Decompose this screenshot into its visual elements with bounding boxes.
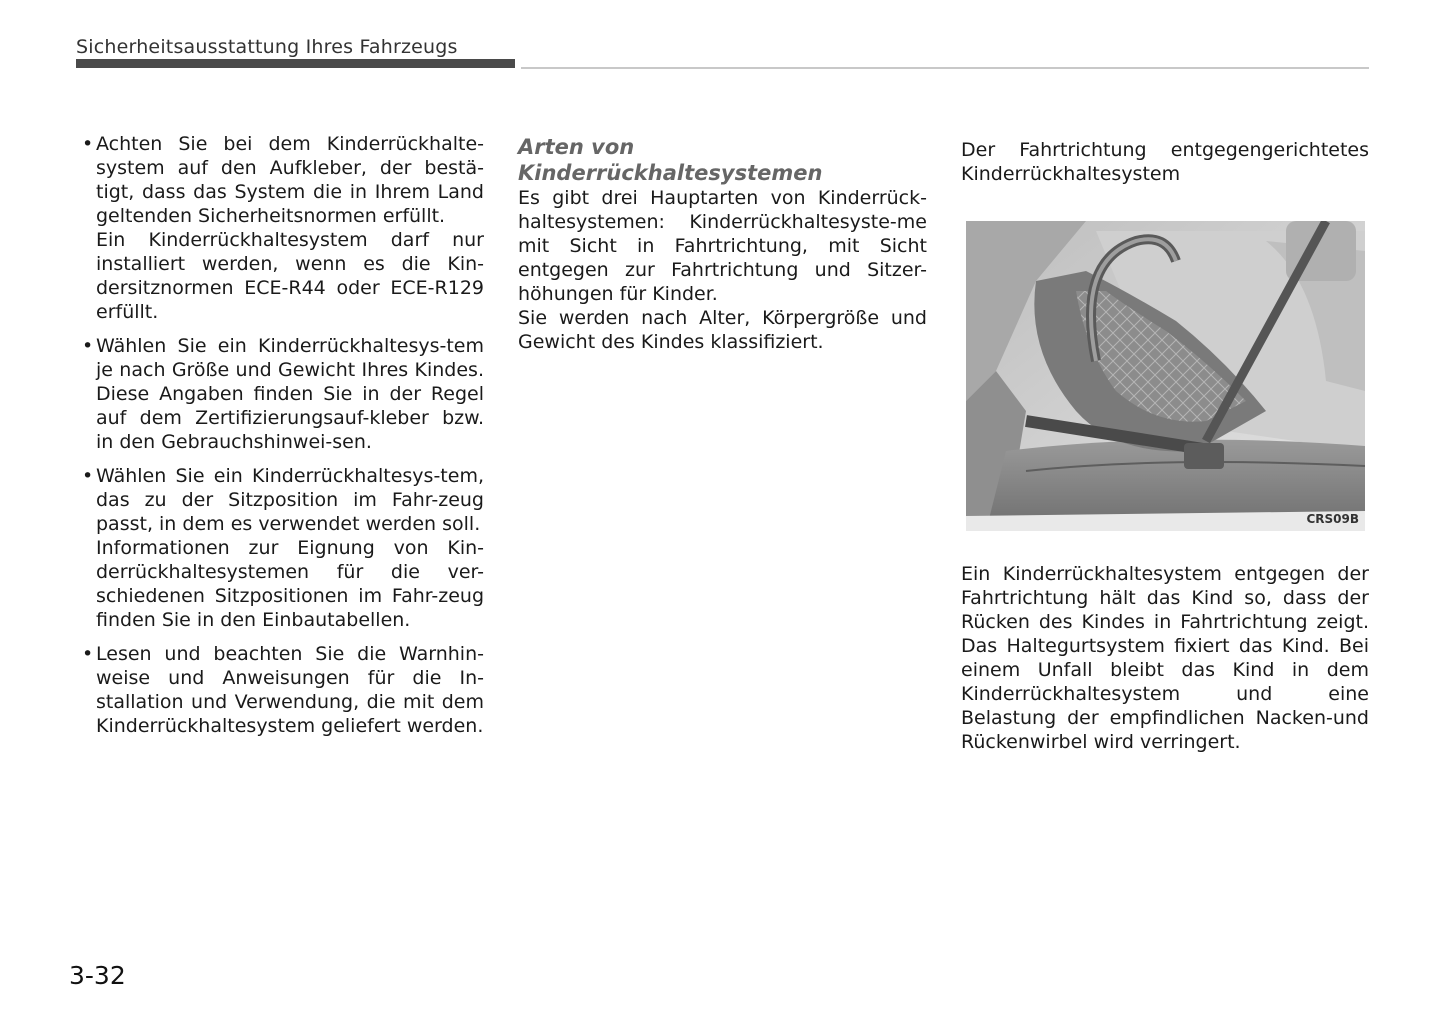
bullet-paragraph: Informationen zur Eignung von Kin-derrückhaltesystemen für die ver-schiedenen Sitzpositionen im Fahr-zeug finden Sie in den Einbautabellen. <box>96 537 484 631</box>
bullet-list <box>80 132 484 738</box>
bullet-paragraph: Wählen Sie ein Kinderrückhaltesys-tem je nach Größe und Gewicht Ihres Kindes. Diese Angaben finden Sie in der Regel auf dem Zertifizierungsauf-kleber bzw. in den Gebrauchshinwei-sen. <box>96 335 484 453</box>
header-rule-dark <box>76 59 515 68</box>
right-column-text <box>961 562 1369 754</box>
list-item <box>80 132 484 324</box>
bullet-icon: • <box>82 335 94 357</box>
bullet-paragraph: Lesen und beachten Sie die Warnhin-weise und Anweisungen für die In-stallation und Verwendung, die mit dem Kinderrückhaltesystem geliefert werden. <box>96 643 484 737</box>
child-seat-figure <box>966 221 1365 531</box>
list-item <box>80 464 484 632</box>
bullet-paragraph: Ein Kinderrückhaltesystem darf nur installiert werden, wenn es die Kin-dersitznormen ECE-R44 oder ECE-R129 erfüllt. <box>96 229 484 323</box>
bullet-icon: • <box>82 133 94 155</box>
body-paragraph: Sie werden nach Alter, Körpergröße und Gewicht des Kindes klassifiziert. <box>518 307 927 353</box>
page-number: 3-32 <box>69 961 126 990</box>
child-seat-illustration <box>966 221 1365 531</box>
bullet-paragraph: Achten Sie bei dem Kinderrückhalte-system auf den Aufkleber, der bestä-tigt, dass das System die in Ihrem Land geltenden Sicherheitsnormen erfüllt. <box>96 133 484 227</box>
header-rule-light <box>521 67 1369 69</box>
body-paragraph: Ein Kinderrückhaltesystem entgegen der Fahrtrichtung hält das Kind so, dass der Rücken des Kindes in Fahrtrichtung zeigt. Das Haltegurtsystem fixiert das Kind. Bei einem Unfall bleibt das Kind in dem Kinderrückhaltesystem und eine Belastung der empfindlichen Nacken-und Rückenwirbel wird verringert. <box>961 563 1369 753</box>
bullet-icon: • <box>82 465 94 487</box>
figure-caption-block <box>961 138 1369 186</box>
middle-column <box>518 134 927 354</box>
list-item <box>80 334 484 454</box>
section-title: Sicherheitsausstattung Ihres Fahrzeugs <box>76 36 458 58</box>
section-heading: Arten von Kinderrückhaltesystemen <box>518 135 823 185</box>
figure-caption: Der Fahrtrichtung entgegengerichtetes Kinderrückhaltesystem <box>961 139 1369 185</box>
body-paragraph: Es gibt drei Hauptarten von Kinderrück-haltesystemen: Kinderrückhaltesyste-me mit Sicht in Fahrtrichtung, mit Sicht entgegen zur Fahrtrichtung und Sitzer-höhungen für Kinder. <box>518 187 927 305</box>
list-item <box>80 642 484 738</box>
left-column <box>80 132 484 748</box>
bullet-paragraph: Wählen Sie ein Kinderrückhaltesys-tem, das zu der Sitzposition im Fahr-zeug passt, in dem es verwendet werden soll. <box>96 465 484 535</box>
bullet-icon: • <box>82 643 94 665</box>
figure-code-label: CRS09B <box>1306 512 1359 526</box>
